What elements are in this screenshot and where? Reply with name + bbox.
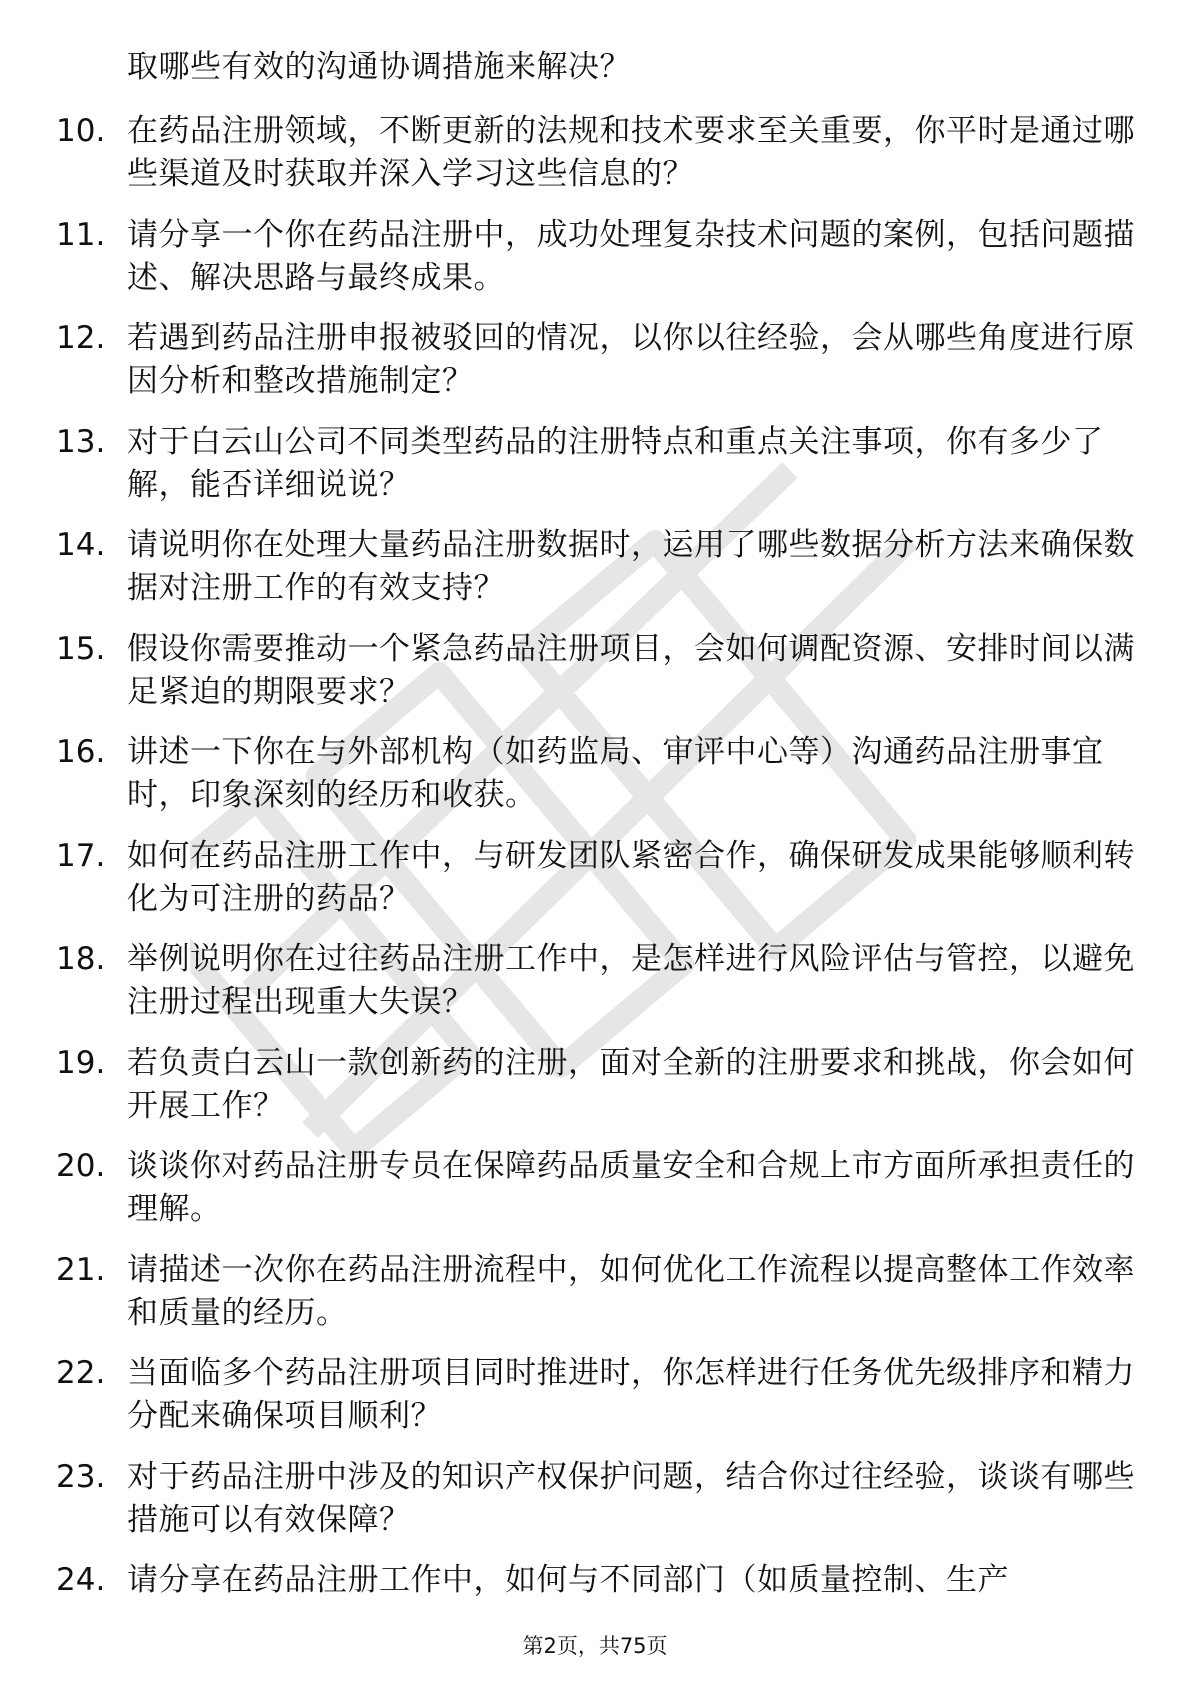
question-item xyxy=(0,317,1190,421)
page-footer: 第2页，共75页 xyxy=(522,1634,668,1658)
question-number: 14. xyxy=(56,527,106,563)
question-item xyxy=(0,421,1190,525)
question-number: 11. xyxy=(56,216,106,253)
question-item xyxy=(0,628,1190,732)
question-text: 在药品注册领域，不断更新的法规和技术要求至关重要，你平时是通过哪些渠道及时获取并深入学习这些信息的？ xyxy=(127,113,1135,192)
question-text: 讲述一下你在与外部机构（如药监局、审评中心等）沟通药品注册事宜时，印象深刻的经历和收获。 xyxy=(127,734,1104,813)
question-item xyxy=(0,110,1190,214)
question-text: 假设你需要推动一个紧急药品注册项目，会如何调配资源、安排时间以满足紧迫的期限要求？ xyxy=(127,630,1135,710)
question-number: 19. xyxy=(56,1044,106,1081)
question-item xyxy=(0,938,1190,1042)
question-item xyxy=(0,1249,1190,1353)
question-item xyxy=(0,1145,1190,1249)
question-number: 20. xyxy=(56,1148,106,1184)
question-text: 请分享在药品注册工作中，如何与不同部门（如质量控制、生产 xyxy=(127,1562,1009,1598)
question-text: 当面临多个药品注册项目同时推进时，你怎样进行任务优先级排序和精力分配来确保项目顺利？ xyxy=(127,1355,1135,1434)
question-number: 16. xyxy=(56,734,106,770)
question-item xyxy=(0,1456,1190,1560)
question-text: 请说明你在处理大量药品注册数据时，运用了哪些数据分析方法来确保数据对注册工作的有效支持？ xyxy=(127,527,1135,606)
question-number: 23. xyxy=(56,1458,106,1495)
question-number: 24. xyxy=(56,1562,106,1598)
question-number: 22. xyxy=(56,1355,106,1391)
question-item xyxy=(0,731,1190,835)
question-text: 谈谈你对药品注册专员在保障药品质量安全和合规上市方面所承担责任的理解。 xyxy=(127,1148,1135,1227)
question-number: 13. xyxy=(56,423,106,460)
question-text: 若遇到药品注册申报被驳回的情况，以你以往经验，会从哪些角度进行原因分析和整改措施制定？ xyxy=(127,320,1135,399)
question-item xyxy=(0,524,1190,628)
question-item xyxy=(0,1352,1190,1456)
question-number: 17. xyxy=(56,837,106,874)
question-item xyxy=(0,835,1190,939)
question-text: 请分享一个你在药品注册中，成功处理复杂技术问题的案例，包括问题描述、解决思路与最终成果。 xyxy=(127,216,1135,296)
question-number: 18. xyxy=(56,941,106,977)
question-text: 对于药品注册中涉及的知识产权保护问题，结合你过往经验，谈谈有哪些措施可以有效保障？ xyxy=(127,1458,1135,1538)
question-number: 21. xyxy=(56,1251,106,1288)
question-text: 举例说明你在过往药品注册工作中，是怎样进行风险评估与管控，以避免注册过程出现重大失误？ xyxy=(127,941,1135,1020)
question-list xyxy=(0,110,1190,1663)
question-text: 对于白云山公司不同类型药品的注册特点和重点关注事项，你有多少了解，能否详细说说？ xyxy=(127,423,1104,503)
question-number: 15. xyxy=(56,630,106,667)
question-number: 10. xyxy=(56,113,106,149)
question-item xyxy=(0,214,1190,318)
question-item xyxy=(0,1042,1190,1146)
question-text: 请描述一次你在药品注册流程中，如何优化工作流程以提高整体工作效率和质量的经历。 xyxy=(127,1251,1135,1331)
continued-question-text: 取哪些有效的沟通协调措施来解决？ xyxy=(127,49,631,85)
question-text: 如何在药品注册工作中，与研发团队紧密合作，确保研发成果能够顺利转化为可注册的药品？ xyxy=(127,837,1135,917)
question-text: 若负责白云山一款创新药的注册，面对全新的注册要求和挑战，你会如何开展工作？ xyxy=(127,1044,1135,1124)
question-number: 12. xyxy=(56,320,106,356)
